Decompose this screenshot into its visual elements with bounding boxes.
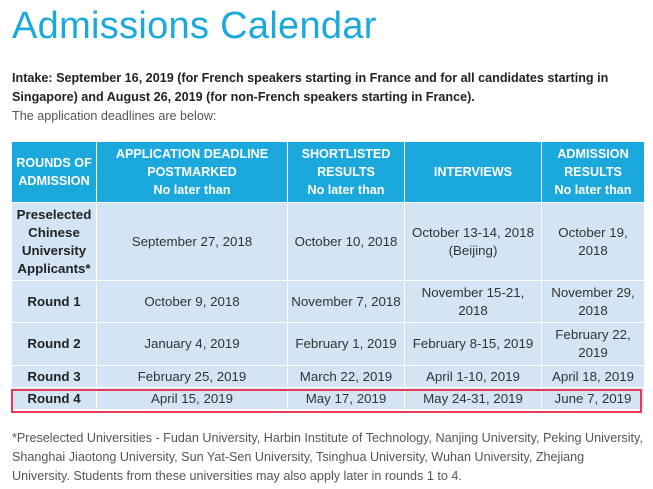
application-deadline-cell: April 15, 2019	[97, 388, 288, 410]
round-cell: Round 1	[12, 281, 97, 323]
header-line: ADMISSION	[557, 147, 629, 161]
round-cell: Round 3	[12, 366, 97, 388]
table-row	[12, 366, 645, 388]
application-deadline-cell: October 9, 2018	[97, 281, 288, 323]
cell-line: February 22,	[555, 327, 631, 342]
admission-results-cell: June 7, 2019	[542, 388, 645, 410]
header-line: POSTMARKED	[147, 165, 237, 179]
round-cell: Round 4	[12, 388, 97, 410]
table-row	[12, 388, 645, 410]
table-row	[12, 323, 645, 366]
header-interviews	[405, 142, 542, 203]
admission-results-cell: April 18, 2019	[542, 366, 645, 388]
cell-line: October 19,	[558, 224, 628, 240]
cell-line: (Beijing)	[448, 242, 498, 258]
cell-line: 2018	[458, 302, 488, 318]
header-shortlisted-results	[288, 142, 405, 203]
interviews-cell	[405, 203, 542, 281]
cell-line: November 29,	[551, 284, 635, 300]
cell-line: 2019	[578, 345, 608, 360]
interviews-cell: April 1-10, 2019	[405, 366, 542, 388]
round-cell	[12, 203, 97, 281]
header-admission-results	[542, 142, 645, 203]
admission-results-cell	[542, 323, 645, 366]
application-deadline-cell: January 4, 2019	[97, 323, 288, 366]
intake-dates-text: Intake: September 16, 2019 (for French speakers starting in France and for all candidates starting in Singapore) and August 26, 2019 (for non-French speakers starting in France).	[12, 71, 609, 104]
header-application-deadline	[97, 142, 288, 203]
header-line: RESULTS	[317, 165, 375, 179]
header-line: ROUNDS OF	[16, 156, 92, 170]
cell-line: October 13-14, 2018	[412, 224, 534, 240]
admissions-calendar-table	[11, 141, 645, 410]
application-deadline-cell: September 27, 2018	[97, 203, 288, 281]
interviews-cell: February 8-15, 2019	[405, 323, 542, 366]
header-line: No later than	[307, 183, 385, 197]
shortlisted-results-cell: March 22, 2019	[288, 366, 405, 388]
table-row	[12, 281, 645, 323]
round-label-line: University	[21, 242, 87, 258]
header-line: INTERVIEWS	[433, 165, 513, 179]
deadlines-lead-text: The application deadlines are below:	[12, 109, 217, 123]
shortlisted-results-cell: October 10, 2018	[288, 203, 405, 281]
table-header-row	[12, 142, 645, 203]
table-row	[12, 203, 645, 281]
header-line: ADMISSION	[18, 174, 90, 188]
header-line: No later than	[554, 183, 632, 197]
header-line: No later than	[153, 183, 231, 197]
page-title: Admissions Calendar	[12, 5, 377, 47]
header-rounds-of-admission	[12, 142, 97, 203]
round-cell: Round 2	[12, 323, 97, 366]
shortlisted-results-cell: February 1, 2019	[288, 323, 405, 366]
header-line: SHORTLISTED	[301, 147, 391, 161]
round-label-line: Chinese	[28, 224, 80, 240]
admission-results-cell	[542, 281, 645, 323]
round-label-line: Applicants*	[17, 260, 91, 276]
header-line: APPLICATION DEADLINE	[115, 147, 269, 161]
cell-line: 2018	[578, 242, 608, 258]
interviews-cell: May 24-31, 2019	[405, 388, 542, 410]
admission-results-cell	[542, 203, 645, 281]
application-deadline-cell: February 25, 2019	[97, 366, 288, 388]
interviews-cell	[405, 281, 542, 323]
footnote: *Preselected Universities - Fudan University, Harbin Institute of Technology, Nanjing University, Peking University, Shanghai Jiaotong University, Sun Yat-Sen University, Tsinghua University, Wuhan University, Zhejiang University. Students from these universities may also apply later in rounds 1 to 4.	[12, 431, 643, 483]
intake-intro	[12, 69, 644, 126]
cell-line: 2018	[578, 302, 608, 318]
cell-line: November 15-21,	[421, 284, 525, 300]
shortlisted-results-cell: May 17, 2019	[288, 388, 405, 410]
round-label-line: Preselected	[16, 206, 92, 222]
header-line: RESULTS	[564, 165, 622, 179]
shortlisted-results-cell: November 7, 2018	[288, 281, 405, 323]
